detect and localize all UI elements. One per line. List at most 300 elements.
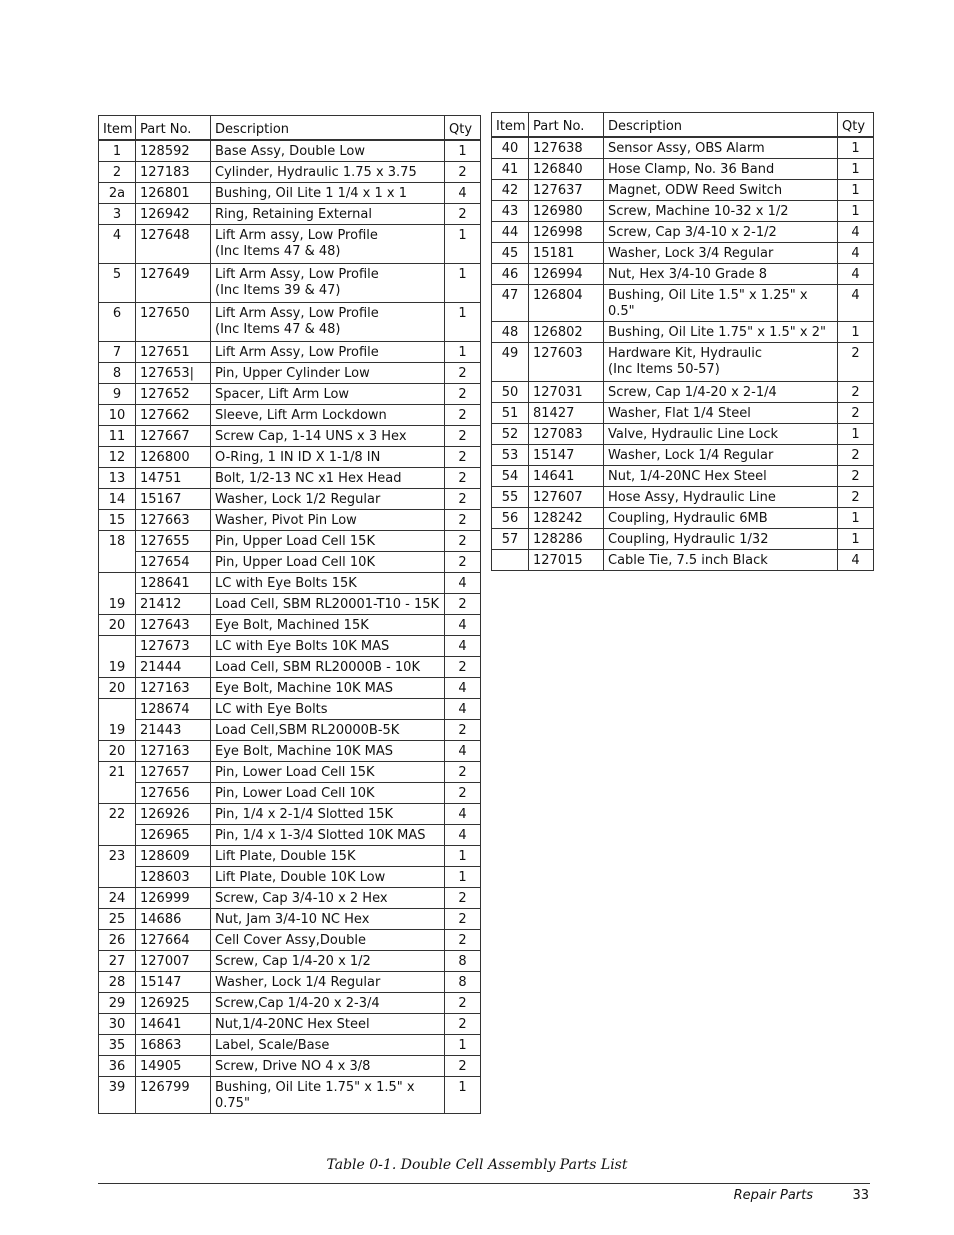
qty-cell: 2 <box>838 403 874 424</box>
description-line: Cylinder, Hydraulic 1.75 x 3.75 <box>215 165 417 180</box>
part-no-cell: 21443 <box>136 720 211 741</box>
qty-cell: 2 <box>445 888 481 909</box>
qty-cell: 2 <box>445 162 481 183</box>
description-note: (Inc Items 39 & 47) <box>215 283 341 298</box>
description-cell <box>211 573 445 594</box>
description-cell <box>211 1056 445 1077</box>
table-row <box>99 762 481 783</box>
qty-cell: 4 <box>445 573 481 594</box>
part-no-cell: 126926 <box>136 804 211 825</box>
description-line: Screw Cap, 1-14 UNS x 3 Hex <box>215 429 407 444</box>
item-cell: 29 <box>99 993 136 1014</box>
qty-cell: 1 <box>445 1077 481 1114</box>
description-cell <box>604 222 838 243</box>
table-row <box>99 909 481 930</box>
table-row <box>99 303 481 342</box>
description-line: Screw, Machine 10-32 x 1/2 <box>608 204 789 219</box>
table-row <box>99 183 481 204</box>
description-line: Load Cell,SBM RL20000B-5K <box>215 723 400 738</box>
item-cell: 45 <box>492 243 529 264</box>
item-cell: 36 <box>99 1056 136 1077</box>
item-cell: 43 <box>492 201 529 222</box>
part-no-cell: 127655 <box>136 531 211 552</box>
item-cell: 55 <box>492 487 529 508</box>
header-item: Item <box>492 113 529 138</box>
part-no-cell: 128242 <box>529 508 604 529</box>
table-row <box>492 285 874 322</box>
item-cell: 19 <box>99 657 136 678</box>
description-cell <box>211 342 445 363</box>
description-line: Label, Scale/Base <box>215 1038 330 1053</box>
part-no-cell: 127651 <box>136 342 211 363</box>
item-cell: 49 <box>492 343 529 382</box>
part-no-cell: 14686 <box>136 909 211 930</box>
description-cell <box>211 510 445 531</box>
qty-cell: 4 <box>445 741 481 762</box>
item-cell: 5 <box>99 264 136 303</box>
table-row <box>99 867 481 888</box>
item-cell: 56 <box>492 508 529 529</box>
part-no-cell: 14751 <box>136 468 211 489</box>
item-cell: 35 <box>99 1035 136 1056</box>
qty-cell: 2 <box>838 466 874 487</box>
description-note: (Inc Items 47 & 48) <box>215 244 341 259</box>
description-cell <box>604 529 838 550</box>
description-line: Pin, 1/4 x 2-1/4 Slotted 15K <box>215 807 394 822</box>
qty-cell: 1 <box>445 225 481 264</box>
qty-cell: 1 <box>838 508 874 529</box>
part-no-cell: 127183 <box>136 162 211 183</box>
part-no-cell: 127650 <box>136 303 211 342</box>
description-cell <box>211 1077 445 1114</box>
description-line: Screw, Cap 3/4-10 x 2-1/2 <box>608 225 777 240</box>
description-cell <box>211 225 445 264</box>
table-row <box>99 993 481 1014</box>
qty-cell: 1 <box>838 424 874 445</box>
qty-cell: 2 <box>445 762 481 783</box>
part-no-cell: 128641 <box>136 573 211 594</box>
part-no-cell: 126942 <box>136 204 211 225</box>
table-row <box>99 531 481 552</box>
item-cell: 20 <box>99 615 136 636</box>
part-no-cell: 127643 <box>136 615 211 636</box>
description-cell <box>604 424 838 445</box>
description-cell <box>211 930 445 951</box>
description-cell <box>604 285 838 322</box>
description-line: Lift Plate, Double 10K Low <box>215 870 386 885</box>
qty-cell: 4 <box>445 615 481 636</box>
item-cell: 51 <box>492 403 529 424</box>
description-line: Lift Arm Assy, Low Profile <box>215 345 379 360</box>
description-line: Pin, Upper Cylinder Low <box>215 366 370 381</box>
part-no-cell: 126994 <box>529 264 604 285</box>
part-no-cell: 127083 <box>529 424 604 445</box>
qty-cell: 2 <box>445 384 481 405</box>
qty-cell: 2 <box>445 1056 481 1077</box>
item-cell: 25 <box>99 909 136 930</box>
item-cell: 23 <box>99 846 136 867</box>
qty-cell: 1 <box>838 137 874 159</box>
description-line: Eye Bolt, Machine 10K MAS <box>215 744 393 759</box>
description-cell <box>604 201 838 222</box>
part-no-cell: 128592 <box>136 140 211 162</box>
qty-cell: 1 <box>445 342 481 363</box>
qty-cell: 2 <box>445 657 481 678</box>
qty-cell: 4 <box>838 550 874 571</box>
part-no-cell: 126965 <box>136 825 211 846</box>
description-line: Screw, Drive NO 4 x 3/8 <box>215 1059 371 1074</box>
qty-cell: 2 <box>445 720 481 741</box>
table-row <box>99 204 481 225</box>
item-cell: 8 <box>99 363 136 384</box>
qty-cell: 4 <box>445 183 481 204</box>
description-cell <box>211 204 445 225</box>
qty-cell: 2 <box>445 489 481 510</box>
item-cell <box>99 699 136 720</box>
table-row <box>492 322 874 343</box>
description-line: Lift Arm Assy, Low Profile <box>215 267 379 282</box>
qty-cell: 4 <box>445 699 481 720</box>
qty-cell: 4 <box>838 264 874 285</box>
table-row <box>99 264 481 303</box>
item-cell: 4 <box>99 225 136 264</box>
description-line: Pin, Lower Load Cell 15K <box>215 765 375 780</box>
part-no-cell: 127654 <box>136 552 211 573</box>
description-line: LC with Eye Bolts 10K MAS <box>215 639 390 654</box>
table-row <box>492 264 874 285</box>
description-cell <box>211 909 445 930</box>
qty-cell: 2 <box>445 909 481 930</box>
part-no-cell: 127015 <box>529 550 604 571</box>
qty-cell: 2 <box>445 552 481 573</box>
part-no-cell: 128609 <box>136 846 211 867</box>
description-cell <box>211 426 445 447</box>
qty-cell: 1 <box>445 264 481 303</box>
item-cell: 3 <box>99 204 136 225</box>
table-row <box>99 594 481 615</box>
qty-cell: 2 <box>445 363 481 384</box>
description-line: Sensor Assy, OBS Alarm <box>608 141 765 156</box>
table-row <box>99 741 481 762</box>
part-no-cell: 14905 <box>136 1056 211 1077</box>
description-cell <box>604 403 838 424</box>
qty-cell: 2 <box>445 594 481 615</box>
table-row <box>99 657 481 678</box>
qty-cell: 2 <box>838 382 874 403</box>
part-no-cell: 15181 <box>529 243 604 264</box>
table-row <box>492 159 874 180</box>
description-cell <box>211 489 445 510</box>
table-row <box>99 1035 481 1056</box>
qty-cell: 1 <box>838 180 874 201</box>
table-row <box>99 1077 481 1114</box>
item-cell: 46 <box>492 264 529 285</box>
qty-cell: 2 <box>445 426 481 447</box>
description-line: Nut,1/4-20NC Hex Steel <box>215 1017 370 1032</box>
qty-cell: 2 <box>445 1014 481 1035</box>
description-line: Spacer, Lift Arm Low <box>215 387 350 402</box>
qty-cell: 2 <box>838 343 874 382</box>
part-no-cell: 127163 <box>136 678 211 699</box>
description-line: Screw, Cap 1/4-20 x 1/2 <box>215 954 371 969</box>
part-no-cell: 127664 <box>136 930 211 951</box>
description-line: Hardware Kit, Hydraulic <box>608 346 763 361</box>
description-cell <box>604 343 838 382</box>
description-cell <box>604 243 838 264</box>
description-cell <box>211 468 445 489</box>
part-no-cell: 126980 <box>529 201 604 222</box>
qty-cell: 2 <box>445 993 481 1014</box>
table-row <box>99 510 481 531</box>
description-line: Lift Arm Assy, Low Profile <box>215 306 379 321</box>
description-line: Cable Tie, 7.5 inch Black <box>608 553 768 568</box>
item-cell: 27 <box>99 951 136 972</box>
part-no-cell: 127653| <box>136 363 211 384</box>
description-line: Bushing, Oil Lite 1.5" x 1.25" x 0.5" <box>608 288 808 319</box>
description-cell <box>211 1035 445 1056</box>
item-cell: 7 <box>99 342 136 363</box>
description-cell <box>211 825 445 846</box>
description-line: LC with Eye Bolts 15K <box>215 576 357 591</box>
table-row <box>492 550 874 571</box>
description-cell <box>211 594 445 615</box>
table-row <box>99 615 481 636</box>
description-line: Bushing, Oil Lite 1.75" x 1.5" x 0.75" <box>215 1080 415 1111</box>
description-line: Screw,Cap 1/4-20 x 2-3/4 <box>215 996 380 1011</box>
description-cell <box>211 720 445 741</box>
item-cell <box>99 783 136 804</box>
qty-cell: 1 <box>445 846 481 867</box>
description-cell <box>211 636 445 657</box>
qty-cell: 2 <box>445 510 481 531</box>
part-no-cell: 127031 <box>529 382 604 403</box>
description-line: Eye Bolt, Machined 15K <box>215 618 369 633</box>
part-no-cell: 21412 <box>136 594 211 615</box>
item-cell <box>99 636 136 657</box>
table-row <box>99 930 481 951</box>
description-line: Load Cell, SBM RL20000B - 10K <box>215 660 420 675</box>
table-row <box>492 466 874 487</box>
part-no-cell: 126801 <box>136 183 211 204</box>
part-no-cell: 21444 <box>136 657 211 678</box>
part-no-cell: 128603 <box>136 867 211 888</box>
description-line: Base Assy, Double Low <box>215 144 365 159</box>
table-row <box>99 1014 481 1035</box>
qty-cell: 4 <box>445 804 481 825</box>
item-cell: 2 <box>99 162 136 183</box>
item-cell: 14 <box>99 489 136 510</box>
footer-section-title: Repair Parts <box>733 1188 813 1203</box>
part-no-cell: 127007 <box>136 951 211 972</box>
header-item: Item <box>99 116 136 141</box>
table-row <box>99 447 481 468</box>
table-row <box>99 225 481 264</box>
qty-cell: 2 <box>445 447 481 468</box>
table-row <box>492 508 874 529</box>
description-cell <box>211 384 445 405</box>
table-row <box>99 552 481 573</box>
qty-cell: 2 <box>445 204 481 225</box>
description-line: Sleeve, Lift Arm Lockdown <box>215 408 387 423</box>
header-qty: Qty <box>445 116 481 141</box>
description-cell <box>604 382 838 403</box>
description-line: Cell Cover Assy,Double <box>215 933 366 948</box>
table-row <box>492 343 874 382</box>
description-cell <box>211 552 445 573</box>
qty-cell: 4 <box>838 243 874 264</box>
table-row <box>492 243 874 264</box>
header-description: Description <box>604 113 838 138</box>
part-no-cell: 16863 <box>136 1035 211 1056</box>
part-no-cell: 127663 <box>136 510 211 531</box>
description-cell <box>604 180 838 201</box>
qty-cell: 8 <box>445 972 481 993</box>
qty-cell: 4 <box>445 636 481 657</box>
page-number: 33 <box>852 1188 869 1203</box>
part-no-cell: 81427 <box>529 403 604 424</box>
description-cell <box>211 405 445 426</box>
description-line: Screw, Cap 1/4-20 x 2-1/4 <box>608 385 777 400</box>
header-row <box>99 116 481 141</box>
description-line: Magnet, ODW Reed Switch <box>608 183 783 198</box>
part-no-cell: 128286 <box>529 529 604 550</box>
table-row <box>99 363 481 384</box>
description-cell <box>211 162 445 183</box>
qty-cell: 2 <box>445 930 481 951</box>
item-cell <box>99 573 136 594</box>
item-cell: 24 <box>99 888 136 909</box>
qty-cell: 2 <box>445 405 481 426</box>
table-row <box>99 426 481 447</box>
description-line: Washer, Lock 1/2 Regular <box>215 492 381 507</box>
table-row <box>99 489 481 510</box>
qty-cell: 1 <box>445 867 481 888</box>
part-no-cell: 127673 <box>136 636 211 657</box>
item-cell: 6 <box>99 303 136 342</box>
part-no-cell: 127657 <box>136 762 211 783</box>
table-row <box>99 468 481 489</box>
description-cell <box>211 804 445 825</box>
table-row <box>492 180 874 201</box>
description-line: Nut, Jam 3/4-10 NC Hex <box>215 912 370 927</box>
qty-cell: 4 <box>838 285 874 322</box>
item-cell <box>492 550 529 571</box>
description-line: Bolt, 1/2-13 NC x1 Hex Head <box>215 471 402 486</box>
part-no-cell: 126800 <box>136 447 211 468</box>
table-row <box>492 222 874 243</box>
description-line: Washer, Pivot Pin Low <box>215 513 357 528</box>
part-no-cell: 127656 <box>136 783 211 804</box>
part-no-cell: 127607 <box>529 487 604 508</box>
description-line: Screw, Cap 3/4-10 x 2 Hex <box>215 891 388 906</box>
description-cell <box>211 657 445 678</box>
item-cell: 54 <box>492 466 529 487</box>
description-cell <box>211 783 445 804</box>
table-row <box>99 972 481 993</box>
table-row <box>99 1056 481 1077</box>
item-cell: 48 <box>492 322 529 343</box>
description-cell <box>211 140 445 162</box>
description-line: Washer, Lock 3/4 Regular <box>608 246 774 261</box>
table-row <box>99 573 481 594</box>
description-line: Washer, Flat 1/4 Steel <box>608 406 751 421</box>
description-cell <box>211 678 445 699</box>
description-cell <box>211 363 445 384</box>
part-no-cell: 127662 <box>136 405 211 426</box>
description-cell <box>604 466 838 487</box>
item-cell: 30 <box>99 1014 136 1035</box>
description-line: Pin, Upper Load Cell 10K <box>215 555 375 570</box>
qty-cell: 1 <box>838 159 874 180</box>
part-no-cell: 126925 <box>136 993 211 1014</box>
part-no-cell: 127163 <box>136 741 211 762</box>
item-cell: 12 <box>99 447 136 468</box>
part-no-cell: 127637 <box>529 180 604 201</box>
part-no-cell: 127648 <box>136 225 211 264</box>
description-cell <box>211 303 445 342</box>
description-line: Washer, Lock 1/4 Regular <box>608 448 774 463</box>
description-line: Coupling, Hydraulic 1/32 <box>608 532 769 547</box>
table-row <box>99 405 481 426</box>
table-row <box>99 636 481 657</box>
table-row <box>492 487 874 508</box>
item-cell <box>99 552 136 573</box>
parts-table-right <box>491 112 874 571</box>
description-line: Hose Clamp, No. 36 Band <box>608 162 775 177</box>
footer-rule <box>98 1183 870 1184</box>
item-cell: 40 <box>492 137 529 159</box>
table-row <box>492 445 874 466</box>
item-cell: 2a <box>99 183 136 204</box>
description-cell <box>604 508 838 529</box>
table-row <box>99 720 481 741</box>
part-no-cell: 126799 <box>136 1077 211 1114</box>
part-no-cell: 126802 <box>529 322 604 343</box>
item-cell: 41 <box>492 159 529 180</box>
description-cell <box>211 1014 445 1035</box>
item-cell: 20 <box>99 741 136 762</box>
table-row <box>99 162 481 183</box>
description-cell <box>211 447 445 468</box>
part-no-cell: 126998 <box>529 222 604 243</box>
item-cell: 15 <box>99 510 136 531</box>
item-cell: 26 <box>99 930 136 951</box>
table-row <box>99 846 481 867</box>
qty-cell: 2 <box>838 487 874 508</box>
description-cell <box>211 183 445 204</box>
part-no-cell: 14641 <box>136 1014 211 1035</box>
description-cell <box>604 487 838 508</box>
parts-table-left <box>98 115 481 1114</box>
table-row <box>99 804 481 825</box>
description-cell <box>211 531 445 552</box>
item-cell: 19 <box>99 720 136 741</box>
item-cell: 52 <box>492 424 529 445</box>
description-cell <box>604 445 838 466</box>
description-cell <box>604 550 838 571</box>
item-cell: 20 <box>99 678 136 699</box>
qty-cell: 1 <box>838 529 874 550</box>
table-row <box>492 201 874 222</box>
item-cell <box>99 867 136 888</box>
description-cell <box>211 264 445 303</box>
table-row <box>99 825 481 846</box>
description-line: Pin, Upper Load Cell 15K <box>215 534 375 549</box>
table-row <box>99 951 481 972</box>
description-line: Ring, Retaining External <box>215 207 372 222</box>
part-no-cell: 126840 <box>529 159 604 180</box>
description-cell <box>211 867 445 888</box>
